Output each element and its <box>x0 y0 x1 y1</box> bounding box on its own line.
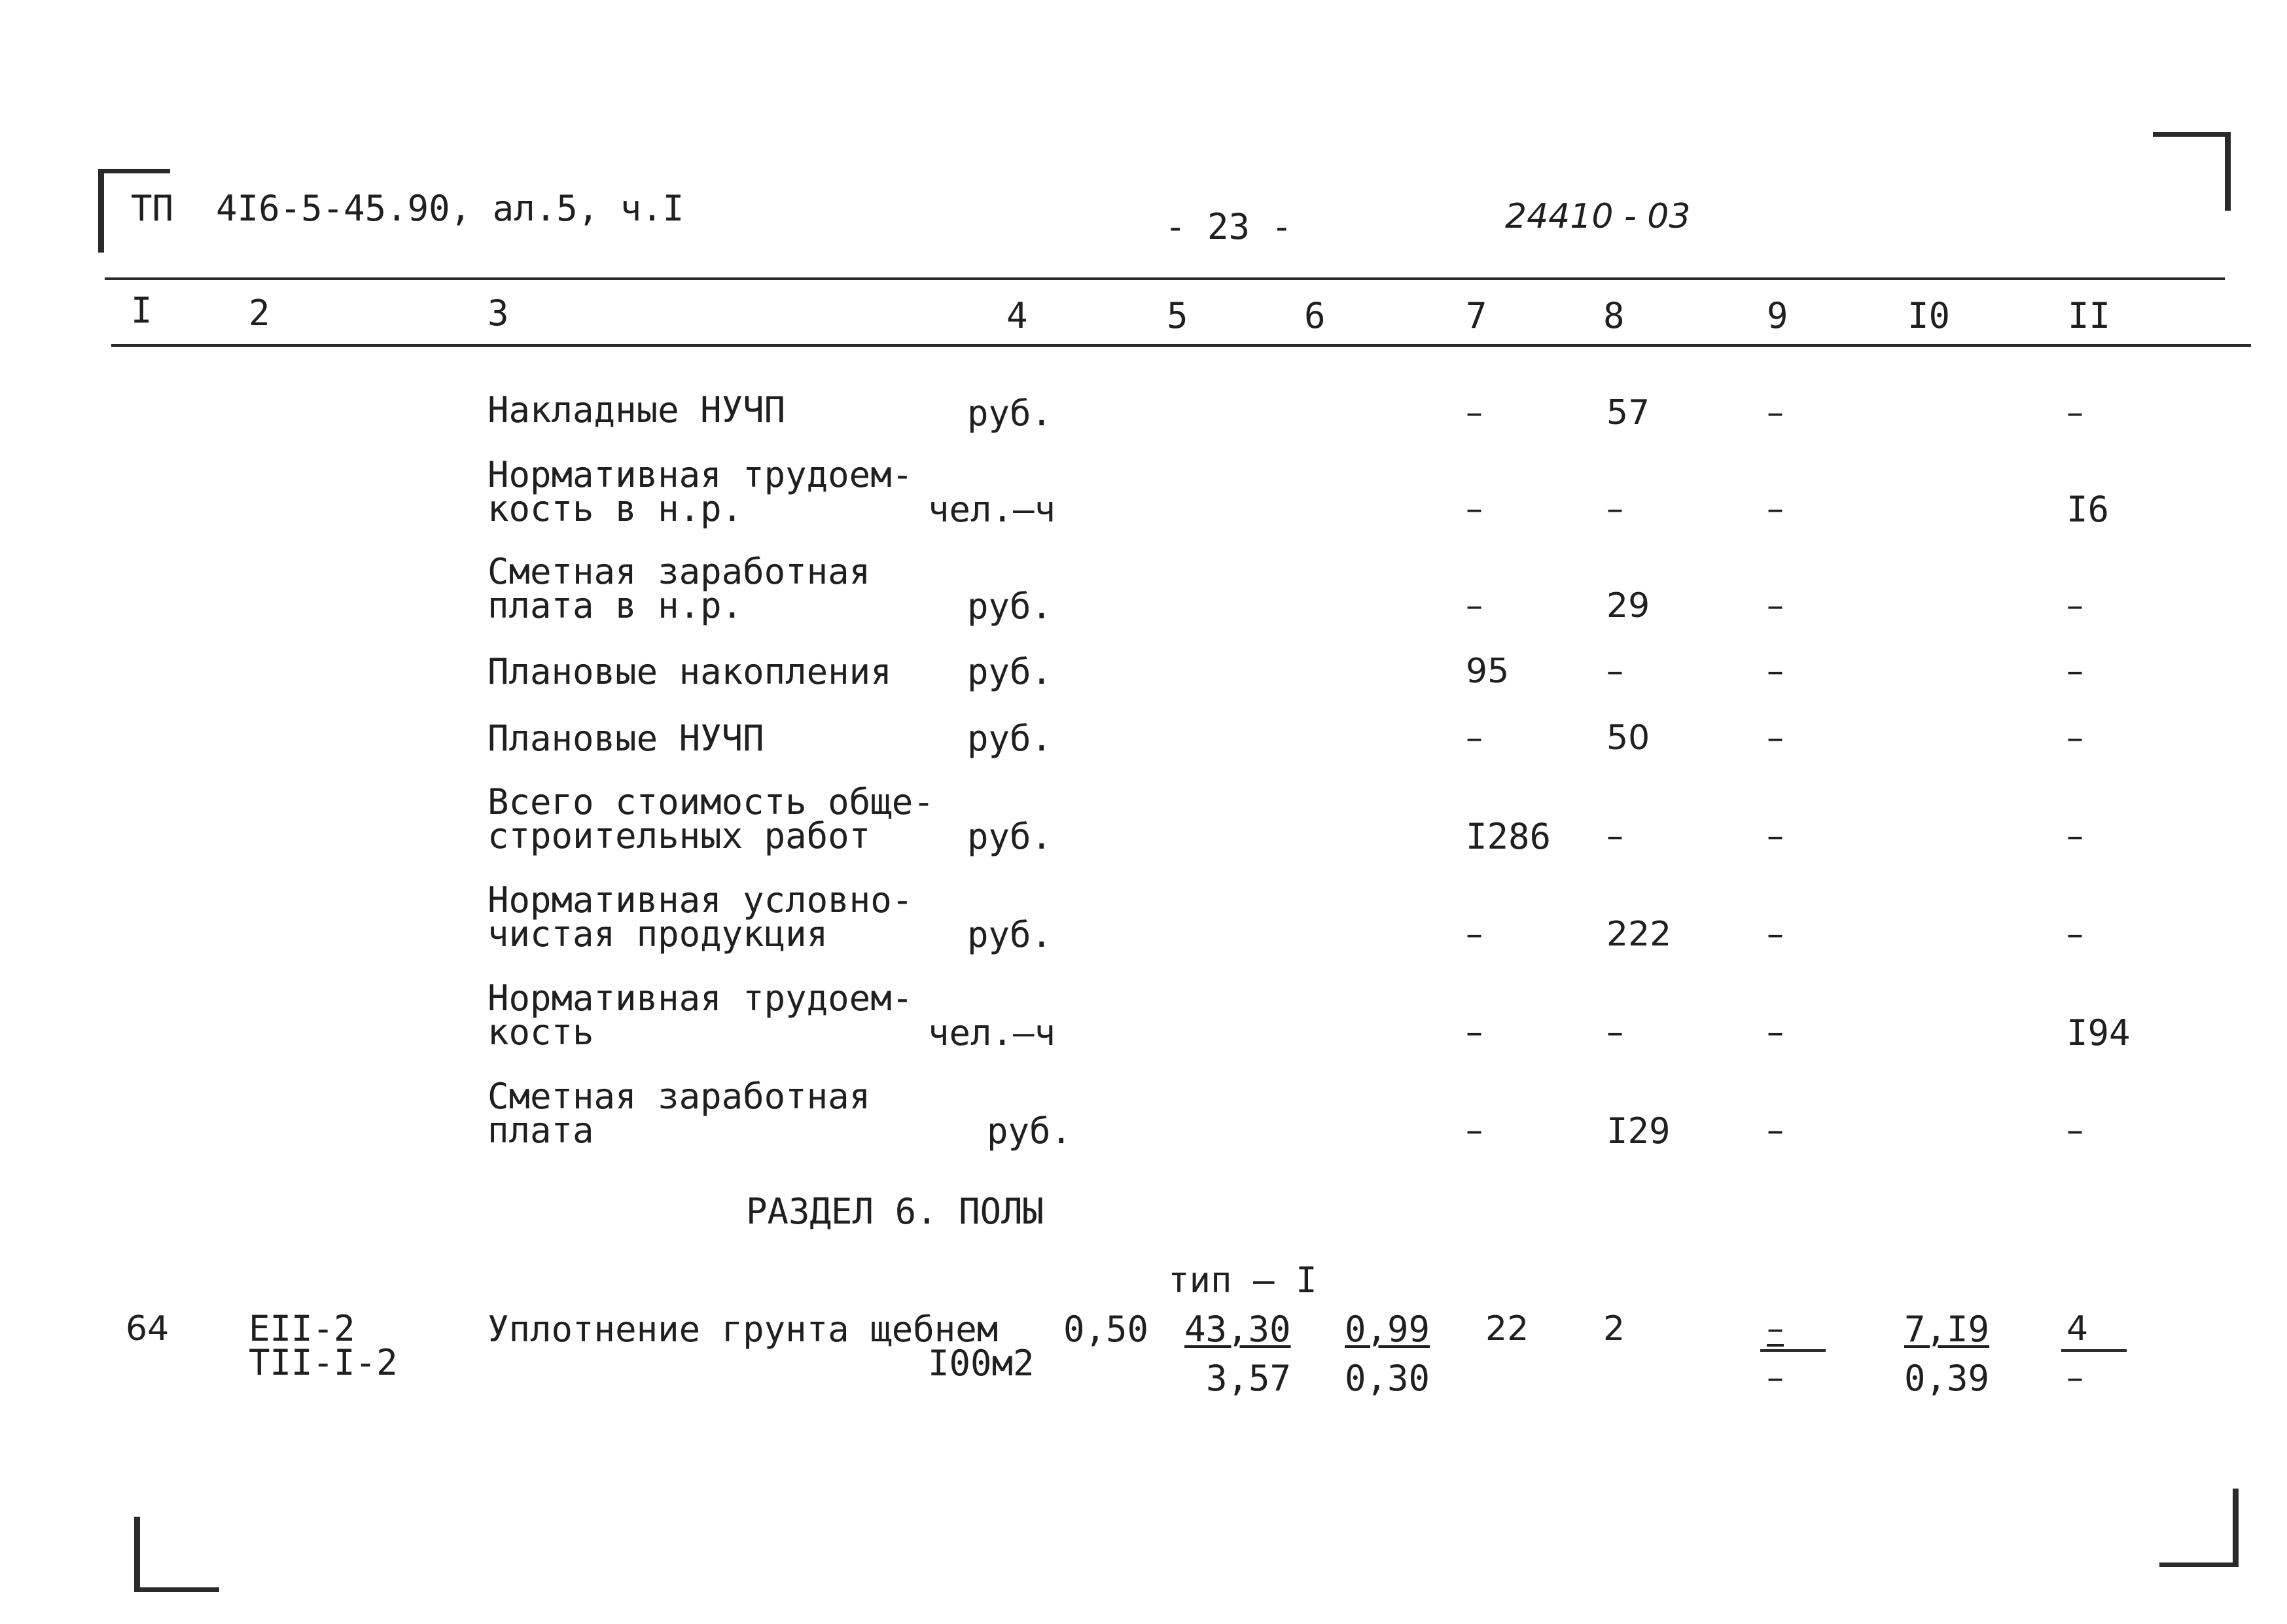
summary-row-unit: руб. <box>987 1110 1073 1152</box>
summary-row-unit: руб. <box>967 393 1053 434</box>
summary-row-c9: – <box>1767 1013 1784 1052</box>
item-c6-top: 0,99 <box>1345 1309 1430 1350</box>
header-line-top <box>105 277 2225 280</box>
summary-row-c9: – <box>1767 586 1784 626</box>
summary-row-c7: – <box>1466 1013 1483 1052</box>
summary-row-unit: руб. <box>967 651 1053 692</box>
item-number: 64 <box>126 1309 169 1349</box>
column-number: 8 <box>1603 295 1625 336</box>
summary-row-name: Нормативная трудоем- кость в н.р. <box>488 454 913 529</box>
summary-row-name: Плановые НУЧП <box>488 718 764 759</box>
summary-row-unit: чел.–ч <box>928 1012 1056 1053</box>
item-c11-underline <box>2061 1349 2127 1352</box>
column-number: 6 <box>1304 295 1326 336</box>
item-c9-top: – <box>1767 1309 1784 1349</box>
summary-row-c9: – <box>1767 393 1784 432</box>
corner-mark-top-left-tick <box>98 169 170 173</box>
item-c10-top: 7,I9 <box>1904 1309 1990 1350</box>
summary-row-c7: 95 <box>1466 652 1510 691</box>
summary-row-c9: – <box>1767 915 1784 954</box>
summary-row-name: Всего стоимость обще- строительных работ <box>488 781 934 856</box>
summary-row-c7: – <box>1466 393 1483 432</box>
summary-row-c8: – <box>1606 1013 1623 1052</box>
type-label: тип – I <box>1168 1260 1317 1301</box>
summary-row-unit: руб. <box>967 816 1053 857</box>
item-c9-underline <box>1760 1349 1826 1352</box>
item-c11-top: 4 <box>2066 1309 2089 1349</box>
column-number: I0 <box>1907 295 1951 336</box>
summary-row-c8: – <box>1606 489 1623 529</box>
corner-mark-bottom-right-tick <box>2159 1562 2239 1567</box>
summary-row-c8: – <box>1606 817 1623 856</box>
corner-mark-top-right <box>2225 132 2231 211</box>
summary-row-c11: I6 <box>2066 489 2110 530</box>
summary-row-name: Сметная заработная плата <box>488 1076 871 1151</box>
item-c5-top: 43,30 <box>1184 1309 1291 1350</box>
summary-row-unit: руб. <box>967 586 1053 627</box>
corner-mark-bottom-right <box>2233 1489 2239 1567</box>
summary-row-c9: – <box>1767 1111 1784 1150</box>
item-c8: 2 <box>1603 1309 1625 1349</box>
document-code: ТП 4I6-5-45.90, ал.5, ч.I <box>131 188 684 229</box>
item-c7: 22 <box>1485 1309 1529 1349</box>
summary-row-c8: 29 <box>1606 586 1650 626</box>
column-number: 3 <box>488 292 509 334</box>
summary-row-c11: – <box>2066 1111 2083 1150</box>
summary-row-name: Нормативная условно- чистая продукция <box>488 879 913 955</box>
item-c6-bottom: 0,30 <box>1345 1358 1430 1399</box>
summary-row-c11: – <box>2066 718 2083 758</box>
summary-row-unit: руб. <box>967 914 1053 955</box>
item-c10-bottom: 0,39 <box>1904 1358 1990 1399</box>
summary-row-c7: I286 <box>1466 816 1551 857</box>
summary-row-c11: – <box>2066 915 2083 954</box>
summary-row-c7: – <box>1466 586 1483 626</box>
summary-row-name: Плановые накопления <box>488 651 892 692</box>
summary-row-name: Нормативная трудоем- кость <box>488 978 913 1053</box>
page-number: - 23 - <box>1165 206 1293 247</box>
summary-row-c8: I29 <box>1606 1110 1671 1152</box>
column-number: II <box>2068 295 2111 336</box>
summary-row-unit: руб. <box>967 718 1053 759</box>
sheet-number: 24410 - 03 <box>1505 197 1691 236</box>
item-unit: I00м2 <box>928 1343 1035 1384</box>
column-number: 7 <box>1466 295 1487 336</box>
summary-row-c8: 57 <box>1606 393 1650 432</box>
column-number: 9 <box>1767 295 1788 336</box>
corner-mark-top-right-tick <box>2153 132 2231 137</box>
corner-mark-bottom-left <box>134 1517 140 1592</box>
summary-row-c7: – <box>1466 915 1483 954</box>
summary-row-name: Накладные НУЧП <box>488 389 786 431</box>
summary-row-c11: – <box>2066 393 2083 432</box>
column-number: I <box>131 290 152 331</box>
summary-row-c11: – <box>2066 652 2083 691</box>
corner-mark-top-left <box>98 169 104 253</box>
column-number: 4 <box>1006 295 1028 336</box>
item-c5-bottom: 3,57 <box>1206 1358 1292 1399</box>
summary-row-c9: – <box>1767 652 1784 691</box>
summary-row-c8: – <box>1606 652 1623 691</box>
item-code: ЕII-2 ТII-I-2 <box>249 1308 398 1383</box>
summary-row-c9: – <box>1767 817 1784 856</box>
summary-row-c11: – <box>2066 586 2083 626</box>
section-title: РАЗДЕЛ 6. ПОЛЫ <box>746 1191 1044 1232</box>
item-c9-bottom: – <box>1767 1358 1784 1398</box>
header-line-bottom <box>111 344 2251 347</box>
summary-row-unit: чел.–ч <box>928 489 1056 530</box>
summary-row-c8: 222 <box>1606 915 1672 954</box>
item-qty: 0,50 <box>1063 1309 1149 1350</box>
summary-row-c7: – <box>1466 489 1483 529</box>
item-c11-bottom: – <box>2066 1358 2083 1398</box>
summary-row-c9: – <box>1767 489 1784 529</box>
summary-row-name: Сметная заработная плата в н.р. <box>488 551 871 626</box>
item-name: Уплотнение грунта щебнем <box>488 1309 999 1350</box>
column-number: 5 <box>1167 295 1188 336</box>
summary-row-c7: – <box>1466 1111 1483 1150</box>
column-number: 2 <box>249 292 270 334</box>
corner-mark-bottom-left-tick <box>134 1587 219 1592</box>
summary-row-c8: 50 <box>1606 718 1650 758</box>
summary-row-c9: – <box>1767 718 1784 758</box>
summary-row-c11: I94 <box>2066 1012 2131 1053</box>
summary-row-c11: – <box>2066 817 2083 856</box>
summary-row-c7: – <box>1466 718 1483 758</box>
